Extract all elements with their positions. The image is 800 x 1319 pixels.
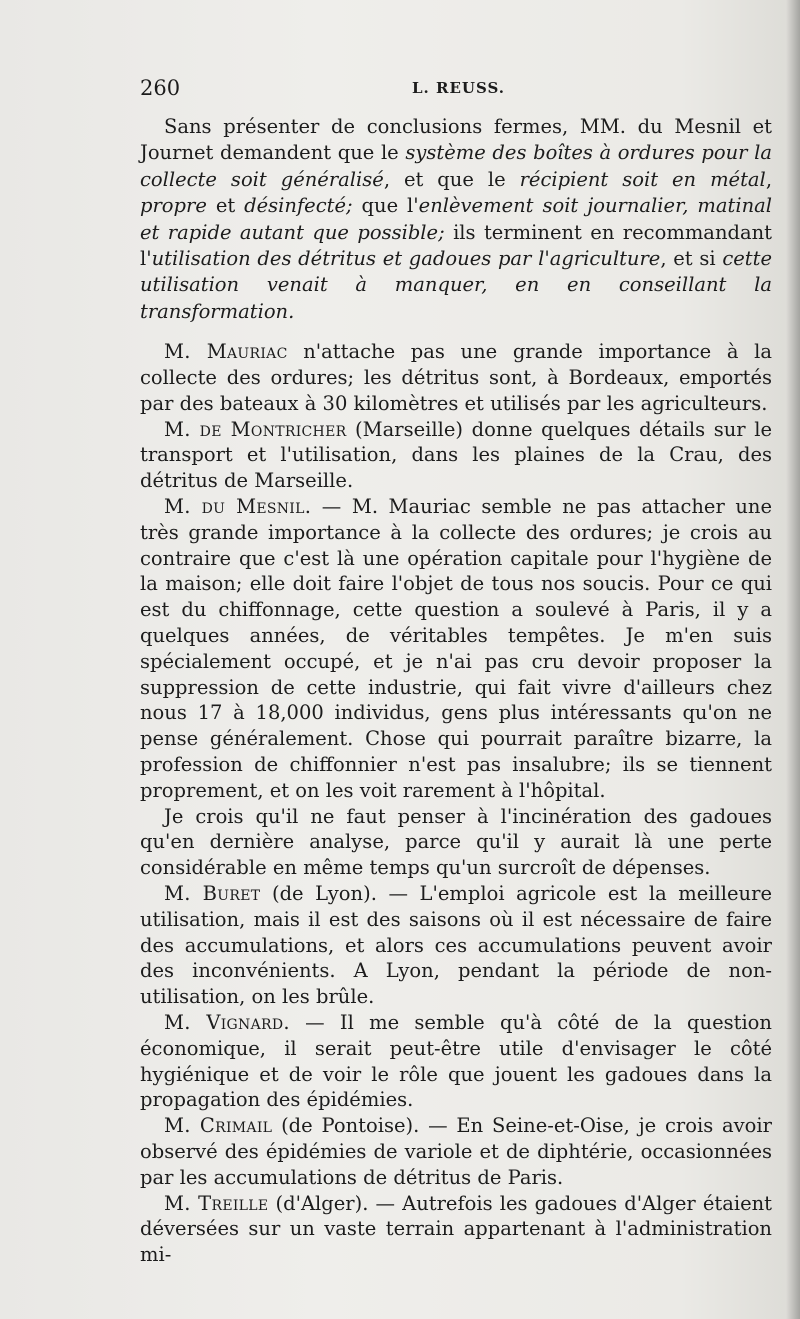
speaker-name: M. Mauriac	[164, 340, 288, 364]
running-head: L. REUSS.	[412, 79, 505, 97]
paragraph-intro	[140, 114, 772, 325]
paragraph-text: (Marseille) donne quelques détails sur le transport et l'utilisation, dans les plaines de la Crau, des détritus de Marseille.	[140, 417, 772, 493]
text-segment-italic: désinfecté;	[244, 194, 353, 218]
text-segment: que l'	[352, 194, 419, 218]
paragraph-gap	[140, 325, 772, 339]
text-segment: , et si	[660, 247, 723, 271]
paragraph-mauriac	[140, 339, 772, 416]
text-segment-italic: système des boîtes à ordures pour la collecte soit généralisé	[140, 141, 772, 191]
paragraph-crimail	[140, 1113, 772, 1190]
body-text	[140, 114, 772, 1268]
page-spine-shadow	[786, 0, 800, 1319]
paragraph-text: — M. Mauriac semble ne pas attacher une très grande importance à la collecte des ordures; je crois au contraire que c'est là une opération capitale pour l'hygiène de la maison; elle doit faire l'objet de tous nos soucis. Pour ce qui est du chiffonnage, cette question a soulevé à Paris, il y a quelques années, de véritables tempêtes. Je m'en suis spécialement occupé, et je n'ai pas cru devoir proposer la suppression de cette industrie, qui fait vivre d'ailleurs chez nous 17 à 18,000 individus, gens plus intéressants qu'on ne pense généralement. Chose qui pourrait paraître bizarre, la profession de chiffonnier n'est pas insalubre; ils se tiennent proprement, et on les voit rarement à l'hôpital.	[140, 495, 772, 802]
text-segment-italic: utilisation des détritus et gadoues par l'agriculture	[151, 247, 661, 271]
paragraph-vignard	[140, 1010, 772, 1113]
text-segment: et	[206, 194, 245, 218]
speaker-name: M. de Montricher	[164, 417, 347, 441]
text-segment: , et que le	[383, 167, 520, 191]
text-segment: Sans présenter de conclusions fermes, MM. du Mesnil et Journet demandent que le	[140, 115, 772, 165]
paragraph-incineration	[140, 804, 772, 881]
speaker-name: M. Crimail	[164, 1114, 273, 1138]
paragraph-text: n'attache pas une grande importance à la collecte des ordures; les détritus sont, à Bordeaux, emportés par des bateaux à 30 kilomètres et utilisés par les agriculteurs.	[140, 340, 773, 415]
paragraph-du-mesnil	[140, 494, 772, 804]
text-segment-italic: propre	[140, 194, 207, 218]
text-segment: ,	[765, 167, 773, 191]
paragraph-montricher	[140, 417, 772, 494]
paragraph-buret	[140, 881, 772, 1010]
paragraph-text: (d'Alger). — Autrefois les gadoues d'Alger étaient déversées sur un vaste terrain appartenant à l'administration mi-	[140, 1191, 772, 1267]
page-number: 260	[140, 76, 181, 100]
speaker-name: M. Buret	[164, 881, 261, 905]
text-segment-italic: enlèvement soit journalier, matinal et rapide autant que possible;	[140, 194, 772, 244]
paragraph-text: (de Pontoise). — En Seine-et-Oise, je crois avoir observé des épidémies de variole et de diphtérie, occasionnées par les accumulations de détritus de Paris.	[140, 1114, 772, 1189]
paragraph-treille	[140, 1191, 772, 1268]
speaker-name: M. Vignard.	[164, 1010, 290, 1034]
paragraph-text: Je crois qu'il ne faut penser à l'incinération des gadoues qu'en dernière analyse, parce qu'il y aurait là une perte considérable en même temps qu'un surcroît de dépenses.	[140, 804, 772, 880]
text-segment-italic: cette utilisation venait à manquer, en en conseillant la transformation.	[140, 247, 772, 323]
speaker-name: M. Treille	[164, 1191, 269, 1215]
text-segment: ils terminent en recommandant l'	[140, 220, 772, 271]
paragraph-text: (de Lyon). — L'emploi agricole est la meilleure utilisation, mais il est des saisons où il est nécessaire de faire des accumulations, et alors ces accumulations peuvent avoir des inconvénients. A Lyon, pendant la période de non-utilisation, on les brûle.	[140, 881, 772, 1009]
page-header	[140, 76, 780, 104]
text-segment-italic: récipient soit en métal	[519, 167, 766, 191]
speaker-name: M. du Mesnil.	[164, 495, 312, 519]
paragraph-text: — Il me semble qu'à côté de la question économique, il serait peut-être utile d'envisager le côté hygiénique et de voir le rôle que jouent les gadoues dans la propagation des épidémies.	[140, 1010, 772, 1112]
